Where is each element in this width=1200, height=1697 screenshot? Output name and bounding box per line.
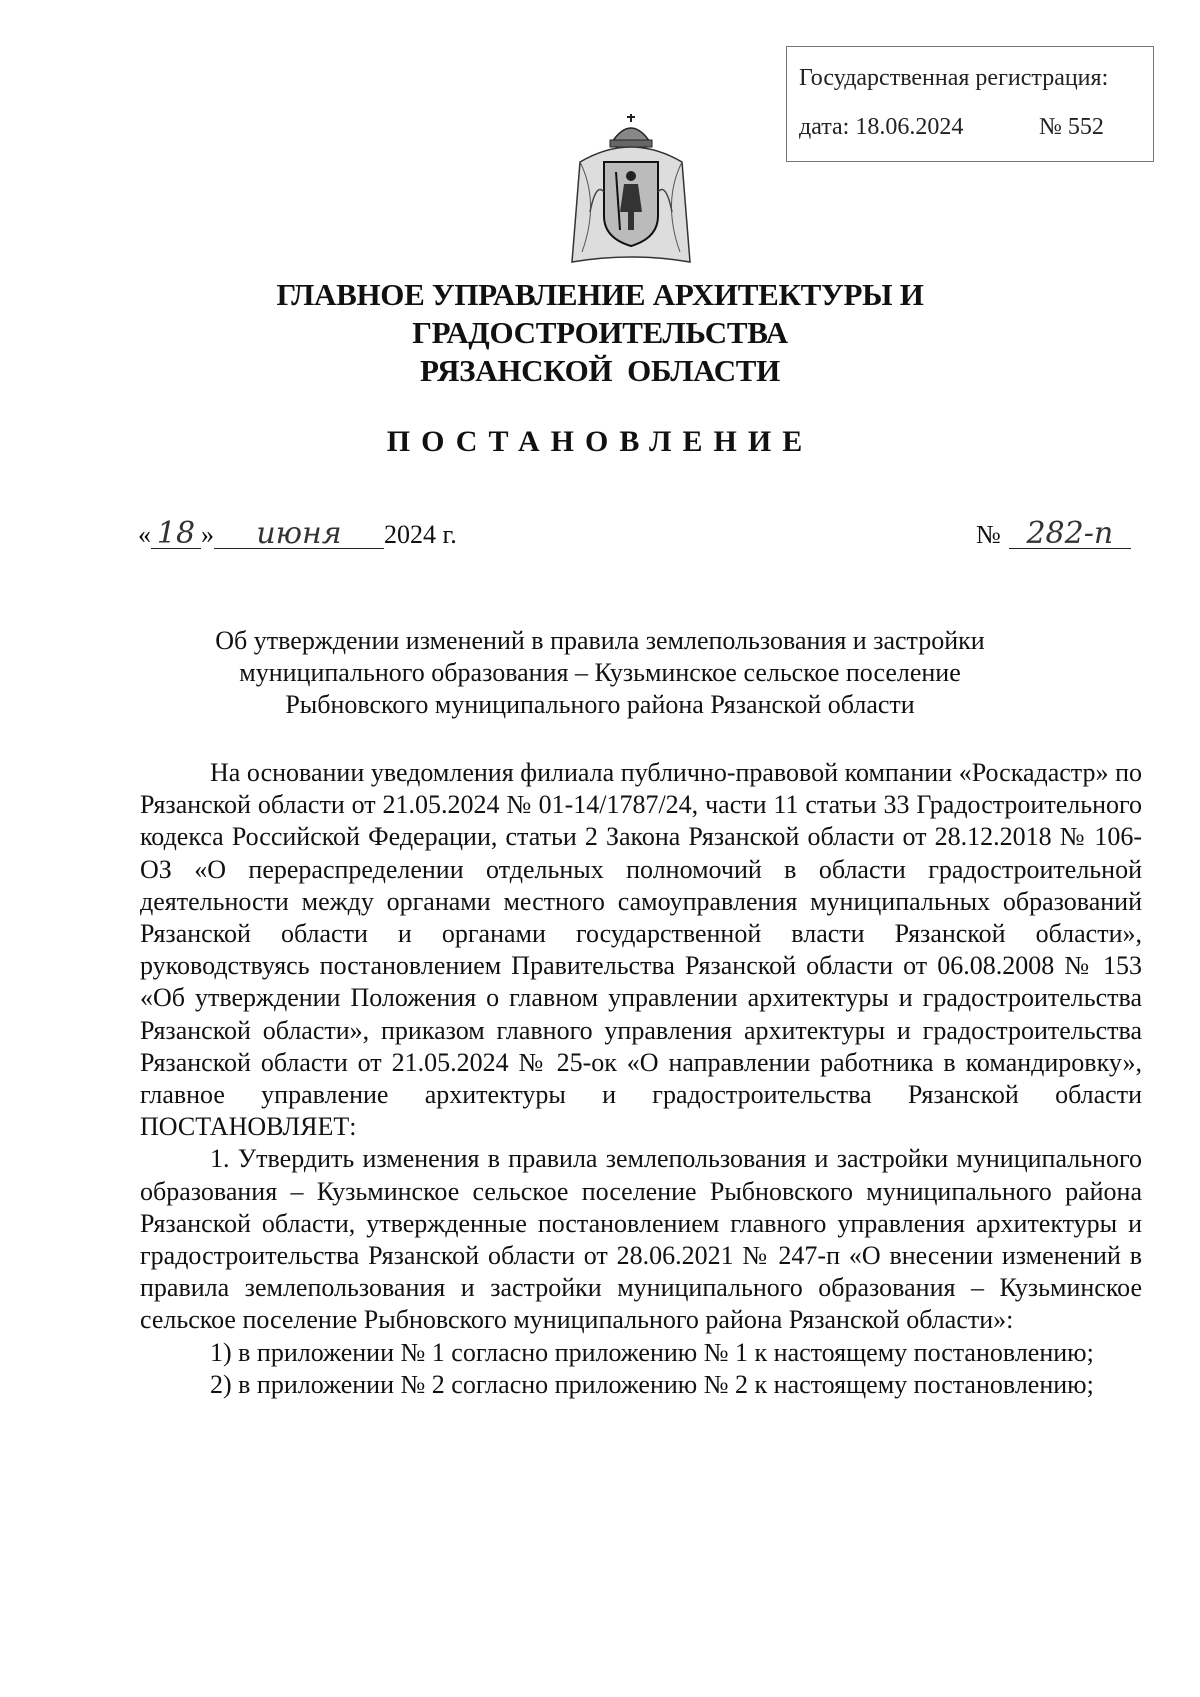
- agency-line-1: ГЛАВНОЕ УПРАВЛЕНИЕ АРХИТЕКТУРЫ И ГРАДОСТРОИТЕЛЬСТВА: [276, 277, 924, 350]
- ryazan-coat-of-arms-icon: [560, 112, 702, 270]
- document-date: [138, 516, 457, 551]
- document-subject: [150, 625, 1050, 721]
- date-open-quote: «: [138, 520, 151, 549]
- date-month: июня: [214, 520, 384, 549]
- registration-number: № 552: [1039, 114, 1104, 140]
- document-body: [140, 757, 1142, 1401]
- document-number: [976, 516, 1131, 551]
- registration-title: Государственная регистрация:: [799, 65, 1109, 91]
- registration-date: дата: 18.06.2024: [799, 114, 964, 140]
- subject-line-3: Рыбновского муниципального района Рязанской области: [285, 690, 915, 719]
- item-1-paragraph: 1. Утвердить изменения в правила землепользования и застройки муниципального образования – Кузьминское сельское поселение Рыбновского муниципального района Рязанской области, утвержденные постановлением главного управления архитектуры и градостроительства Рязанской области от 28.06.2021 № 247-п «О внесении изменений в правила землепользования и застройки муниципального образования – Кузьминское сельское поселение Рыбновского муниципального района Рязанской области»:: [140, 1144, 1142, 1335]
- document-type: ПОСТАНОВЛЕНИЕ: [386, 425, 814, 458]
- number-value: 282-п: [1009, 520, 1131, 549]
- date-day: 18: [151, 520, 201, 549]
- sub-item-1-paragraph: 1) в приложении № 1 согласно приложению № 1 к настоящему постановлению;: [210, 1337, 1094, 1367]
- preamble-paragraph: На основании уведомления филиала публично-правовой компании «Роскадастр» по Рязанской области от 21.05.2024 № 01-14/1787/24, части 11 статьи 33 Градостроительного кодекса Российской Федерации, статьи 2 Закона Рязанской области от 28.12.2018 № 106-ОЗ «О перераспределении отдельных полномочий в области градостроительной деятельности между органами местного самоуправления муниципальных образований Рязанской области и органами государственной власти Рязанской области», руководствуясь постановлением Правительства Рязанской области от 06.08.2008 № 153 «Об утверждении Положения о главном управлении архитектуры и градостроительства Рязанской области», приказом главного управления архитектуры и градостроительства Рязанской области от 21.05.2024 № 25-ок «О направлении работника в командировку», главное управление архитектуры и градостроительства Рязанской области ПОСТАНОВЛЯЕТ:: [140, 758, 1142, 1142]
- agency-name: [100, 276, 1100, 390]
- subject-line-2: муниципального образования – Кузьминское сельское поселение: [239, 658, 961, 687]
- number-label: №: [976, 520, 1001, 549]
- agency-line-2: РЯЗАНСКОЙ ОБЛАСТИ: [419, 353, 781, 388]
- date-year: 2024 г.: [384, 520, 457, 549]
- subject-line-1: Об утверждении изменений в правила землепользования и застройки: [215, 626, 985, 655]
- registration-stamp: [786, 46, 1154, 162]
- date-close-quote: »: [201, 520, 214, 549]
- sub-item-2-paragraph: 2) в приложении № 2 согласно приложению № 2 к настоящему постановлению;: [210, 1369, 1094, 1399]
